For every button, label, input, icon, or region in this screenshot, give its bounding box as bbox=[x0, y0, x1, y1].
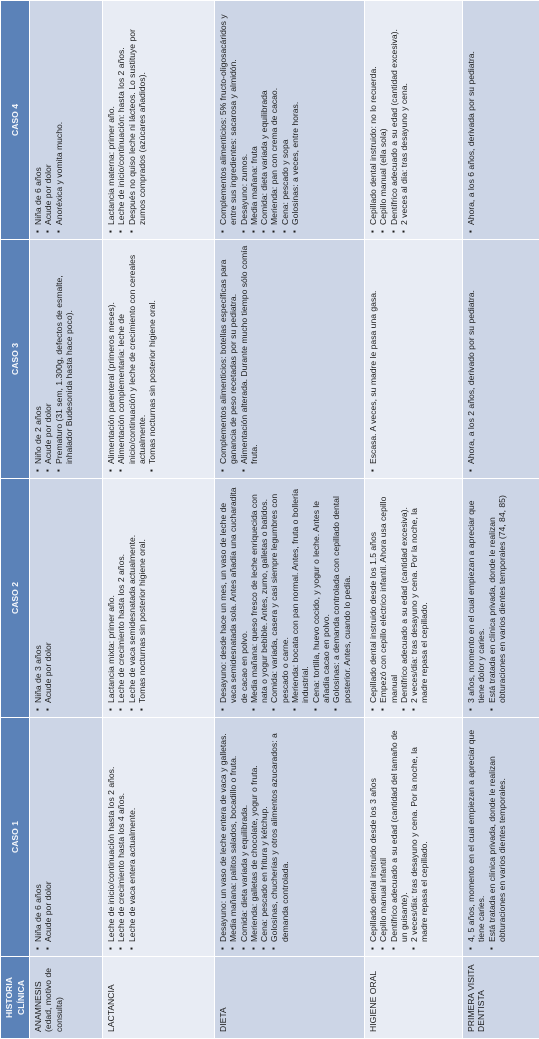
bullet-item: ▪ 4, 5 años, momento en el cual empiezan a apreciar que tiene caries. bbox=[466, 723, 487, 942]
bullet-list bbox=[466, 6, 476, 234]
case-1-cell bbox=[103, 718, 215, 957]
bullet-item: ▪ 2 veces al día: tras desayuno y cena. bbox=[399, 6, 409, 225]
bullet-item: ▪ Después no quiso leche ni lácteos. Lo sustituye por zumos comprados (azúcares añadidos). bbox=[127, 6, 148, 225]
bullet-item: ▪ Niño de 2 años bbox=[33, 245, 43, 464]
case-3-cell bbox=[215, 240, 365, 479]
bullet-item: ▪ Comida: dieta variada y equilibrada. bbox=[239, 723, 249, 942]
bullet-item: ▪ Comida: dieta variada y equilibrada bbox=[259, 6, 269, 225]
bullet-item: ▪ Complementos alimenticios: botellas específicas para ganancia de peso recetadas por su pediatra. bbox=[218, 245, 239, 464]
case-1-cell bbox=[215, 718, 365, 957]
bullet-item: ▪ Golosinas: a demanda controlada con cepillado dental posterior. Antes, cuando lo pedía. bbox=[331, 484, 352, 703]
case-3-cell bbox=[103, 240, 215, 479]
bullet-item: ▪ Desayuno: desde hace un mes, un vaso de leche de vaca semidesnatada sola. Antes añadía una cucharadita de cacao en polvo. bbox=[218, 484, 249, 703]
bullet-item: ▪ Media mañana: queso fresco de leche enriquecida con nata o yogur bebible. Antes, zumo, galletas o batidos. bbox=[249, 484, 270, 703]
bullet-item: ▪ Empezó con cepillo eléctrico infantil. Ahora usa cepillo manual bbox=[378, 484, 399, 703]
header-caso-4: CASO 4 bbox=[1, 1, 30, 240]
case-1-cell bbox=[30, 718, 103, 957]
bullet-list bbox=[368, 723, 430, 951]
bullet-item: ▪ Cena: tortilla, huevo cocido, y yogur o leche. Antes le añadía cacao en polvo. bbox=[311, 484, 332, 703]
bullet-list bbox=[106, 245, 157, 473]
bullet-item: ▪ Desayuno: un vaso de leche entera de vaca y galletas. bbox=[218, 723, 228, 942]
bullet-item: ▪ Cepillo manual infantil bbox=[378, 723, 388, 942]
bullet-item: ▪ 2 veces/día: tras desayuno y cena. Por la noche, la madre repasa el cepillado. bbox=[409, 484, 430, 703]
bullet-item: ▪ Dentífrico adecuado a su edad (cantidad excesiva). bbox=[399, 484, 409, 703]
case-1-cell bbox=[365, 718, 463, 957]
bullet-item: ▪ Cena: pescado y sopa bbox=[280, 6, 290, 225]
bullet-item: ▪ Lactancia materna: primer año. bbox=[106, 6, 116, 225]
bullet-item: ▪ Golosinas: a veces, entre horas. bbox=[290, 6, 300, 225]
bullet-item: ▪ Escasa. A veces, su madre le pasa una gasa. bbox=[368, 245, 378, 464]
bullet-item: ▪ Está tratada en clínica privada, donde le realizan obturaciones en varios dientes temporales (74, 84, 85) bbox=[487, 484, 508, 703]
case-4-cell bbox=[30, 1, 103, 240]
bullet-item: ▪ 3 años, momento en el cual empiezan a apreciar que tiene dolor y caries. bbox=[466, 484, 487, 703]
table-body bbox=[30, 1, 539, 1039]
table-row bbox=[103, 1, 215, 1039]
bullet-list bbox=[466, 723, 507, 951]
bullet-item: ▪ Comida: variada, casera y casi siempre legumbres con pescado o carne. bbox=[269, 484, 290, 703]
bullet-item: ▪ Alimentación alterada. Durante mucho tiempo sólo comía fruta. bbox=[239, 245, 260, 464]
bullet-item: ▪ Media mañana: fruta bbox=[249, 6, 259, 225]
bullet-item: ▪ Cepillado dental instruido desde los 3 años bbox=[368, 723, 378, 942]
case-2-cell bbox=[103, 479, 215, 718]
bullet-list bbox=[106, 6, 147, 234]
case-4-cell bbox=[365, 1, 463, 240]
case-4-cell bbox=[463, 1, 539, 240]
header-caso-3: CASO 3 bbox=[1, 240, 30, 479]
row-label: HIGIENE ORAL bbox=[365, 957, 463, 1039]
bullet-item: ▪ Golosinas, chucherías y otros alimentos azucarados: a demanda controlada. bbox=[269, 723, 290, 942]
bullet-list bbox=[106, 484, 147, 712]
bullet-item: ▪ 2 veces/día: tras desayuno y cena. Por la noche, la madre repasa el cepillado. bbox=[409, 723, 430, 942]
table-header-row bbox=[1, 1, 30, 1039]
case-3-cell bbox=[30, 240, 103, 479]
case-2-cell bbox=[365, 479, 463, 718]
bullet-item: ▪ Anoréxica y vomita mucho. bbox=[54, 6, 64, 225]
bullet-list bbox=[368, 6, 409, 234]
bullet-item: ▪ Tomas nocturnas sin posterior higiene oral. bbox=[137, 484, 147, 703]
bullet-item: ▪ Cepillado dental instruido: no lo recuerda. bbox=[368, 6, 378, 225]
case-2-cell bbox=[30, 479, 103, 718]
bullet-item: ▪ Leche de inicio/continuación hasta los 2 años. bbox=[106, 723, 116, 942]
case-2-cell bbox=[215, 479, 365, 718]
bullet-item: ▪ Niña de 3 años bbox=[33, 484, 43, 703]
bullet-list bbox=[218, 723, 290, 951]
case-2-cell bbox=[463, 479, 539, 718]
bullet-item: ▪ Leche de crecimiento hasta los 4 años. bbox=[116, 723, 126, 942]
bullet-item: ▪ Ahora, a los 2 años, derivado por su pediatra. bbox=[466, 245, 476, 464]
bullet-item: ▪ Tomas nocturnas sin posterior higiene oral. bbox=[147, 245, 157, 464]
bullet-item: ▪ Desayuno: zumos. bbox=[239, 6, 249, 225]
bullet-item: ▪ Acude por dolor bbox=[43, 723, 53, 942]
bullet-item: ▪ Cena: pescado en fritura y kétchup. bbox=[259, 723, 269, 942]
case-1-cell bbox=[463, 718, 539, 957]
bullet-list bbox=[218, 6, 300, 234]
table-row bbox=[365, 1, 463, 1039]
bullet-item: ▪ Acude por dolor bbox=[43, 245, 53, 464]
header-caso-1: CASO 1 bbox=[1, 718, 30, 957]
bullet-item: ▪ Prematuro (31 sem, 1.300g, defectos de esmalte, inhalador Budesonida hasta hace poco). bbox=[54, 245, 75, 464]
bullet-item: ▪ Leche de vaca entera actualmente. bbox=[127, 723, 137, 942]
header-historia-clinica: HISTORIA CLÍNICA bbox=[1, 957, 30, 1039]
case-4-cell bbox=[103, 1, 215, 240]
row-label: LACTANCIA bbox=[103, 957, 215, 1039]
bullet-item: ▪ Merienda: bocata con pan normal. Antes, fruta o bollería industrial. bbox=[290, 484, 311, 703]
header-caso-2: CASO 2 bbox=[1, 479, 30, 718]
row-label: ANAMNESIS (edad, motivo de consulta) bbox=[30, 957, 103, 1039]
bullet-item: ▪ Cepillo manual (ella sola) bbox=[378, 6, 388, 225]
bullet-list bbox=[33, 6, 64, 234]
bullet-list bbox=[466, 484, 507, 712]
bullet-item: ▪ Merienda: galletas de chocolate, yogur o fruta. bbox=[249, 723, 259, 942]
bullet-list bbox=[33, 245, 74, 473]
bullet-list bbox=[368, 484, 430, 712]
case-3-cell bbox=[365, 240, 463, 479]
bullet-list bbox=[218, 484, 352, 712]
bullet-item: ▪ Media mañana: palitos salados, bocadillo o fruta. bbox=[228, 723, 238, 942]
bullet-item: ▪ Cepillado dental instruido desde los 1.5 años bbox=[368, 484, 378, 703]
bullet-item: ▪ Leche de inicio/continuación: hasta los 2 años. bbox=[116, 6, 126, 225]
case-3-cell bbox=[463, 240, 539, 479]
bullet-list bbox=[106, 723, 137, 951]
bullet-item: ▪ Merienda: pan con crema de cacao. bbox=[269, 6, 279, 225]
bullet-list bbox=[466, 245, 476, 473]
bullet-item: ▪ Ahora, a los 6 años, derivada por su pediatra. bbox=[466, 6, 476, 225]
case-4-cell bbox=[215, 1, 365, 240]
bullet-item: ▪ Está tratada en clínica privada, donde le realizan obturaciones en varios dientes temporales. bbox=[487, 723, 508, 942]
bullet-item: ▪ Dentífrico adecuado a su edad (cantidad del tamaño de un guisante). bbox=[389, 723, 410, 942]
bullet-item: ▪ Alimentación complementaria: leche de inicio/continuación y leche de crecimiento con cereales actualmente. bbox=[116, 245, 147, 464]
table-row bbox=[215, 1, 365, 1039]
bullet-item: ▪ Acude por dolor bbox=[43, 6, 53, 225]
bullet-list bbox=[33, 484, 54, 712]
row-label: PRIMERA VISITA DENTISTA bbox=[463, 957, 539, 1039]
bullet-item: ▪ Leche de vaca semidesnatada actualmente. bbox=[127, 484, 137, 703]
bullet-list bbox=[368, 245, 378, 473]
row-label: DIETA bbox=[215, 957, 365, 1039]
bullet-item: ▪ Leche de crecimiento hasta los 2 años. bbox=[116, 484, 126, 703]
bullet-item: ▪ Acude por dolor bbox=[43, 484, 53, 703]
bullet-list bbox=[33, 723, 54, 951]
table-row bbox=[30, 1, 103, 1039]
table-row bbox=[463, 1, 539, 1039]
bullet-item: ▪ Dentífrico adecuado a su edad (cantidad excesiva). bbox=[389, 6, 399, 225]
bullet-item: ▪ Niña de 6 años bbox=[33, 6, 43, 225]
bullet-item: ▪ Complementos alimenticios: 5% fructo-oligosacáridos y entre sus ingredientes: sacarosa y almidón. bbox=[218, 6, 239, 225]
bullet-item: ▪ Alimentación parenteral (primeros meses). bbox=[106, 245, 116, 464]
bullet-item: ▪ Lactancia mixta: primer año. bbox=[106, 484, 116, 703]
bullet-list bbox=[218, 245, 259, 473]
bullet-item: ▪ Niña de 6 años bbox=[33, 723, 43, 942]
